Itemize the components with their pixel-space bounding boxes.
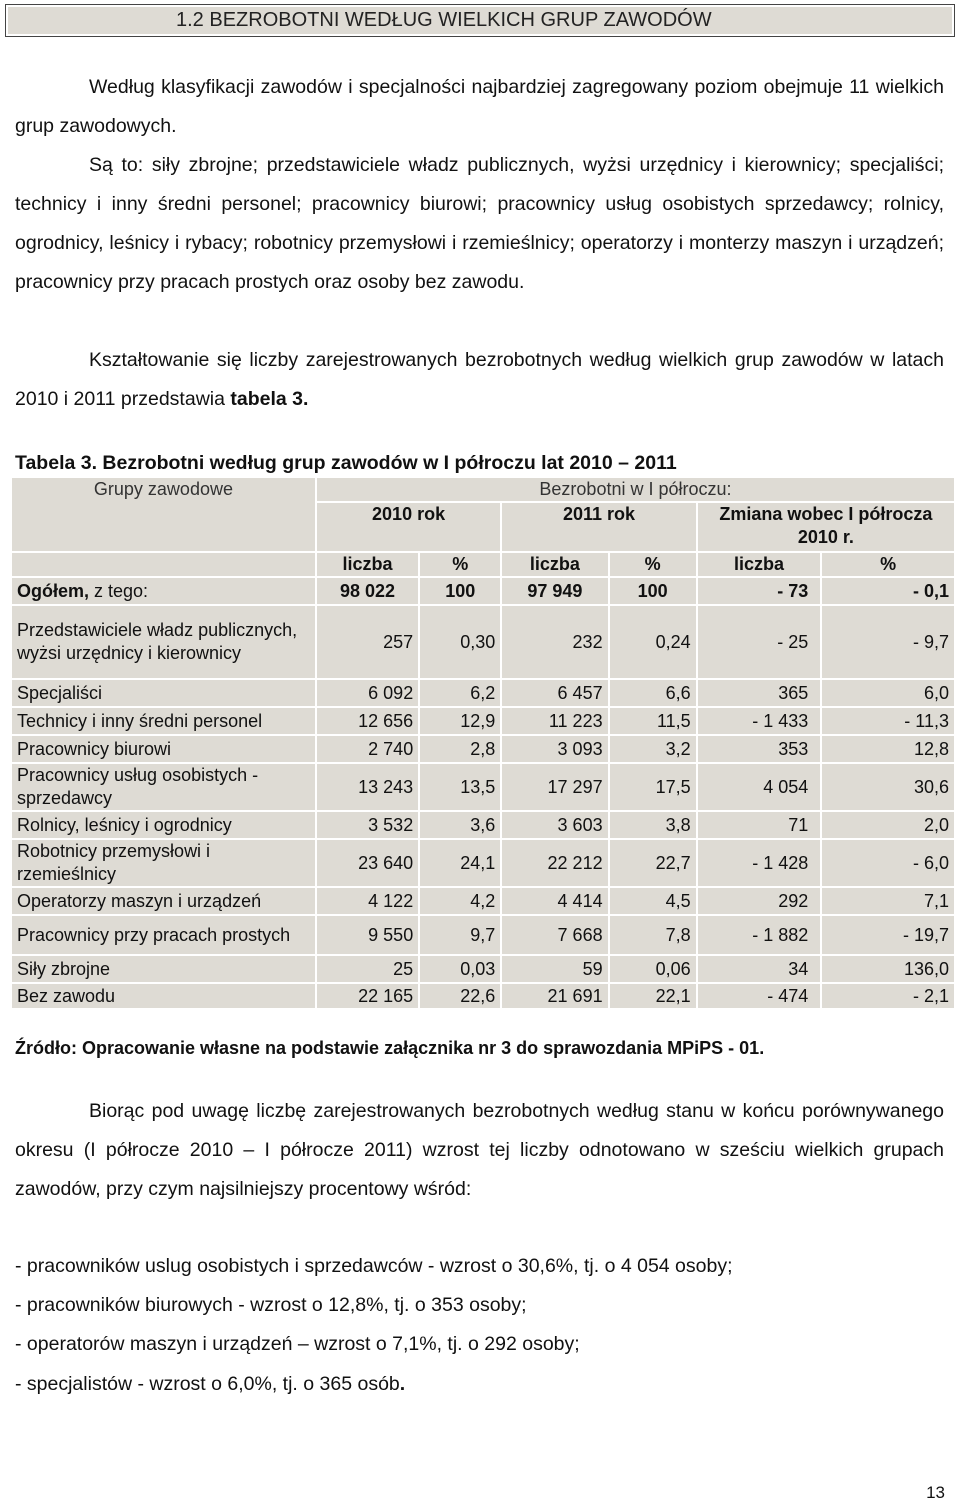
header-subcolumns	[12, 553, 954, 576]
bullet-item: - operatorów maszyn i urządzeń – wzrost o 7,1%, tj. o 292 osoby;	[15, 1333, 580, 1355]
cell-count-change: 34	[698, 956, 821, 982]
cell-count-change: - 73	[698, 578, 821, 604]
cell-count-2010: 3 532	[317, 812, 418, 838]
cell-count-change: - 1 433	[698, 708, 821, 734]
cell-pct-2011: 11,5	[610, 708, 696, 734]
header-sub-count-change: liczba	[698, 553, 821, 576]
unemployment-table	[10, 476, 956, 1010]
row-label: Technicy i inny średni personel	[12, 708, 315, 734]
cell-pct-2011: 6,6	[610, 680, 696, 706]
row-label: Pracownicy biurowi	[12, 736, 315, 762]
cell-count-2011: 4 414	[502, 888, 607, 914]
cell-pct-change: 12,8	[822, 736, 954, 762]
cell-pct-change: - 0,1	[822, 578, 954, 604]
cell-pct-change: 136,0	[822, 956, 954, 982]
cell-pct-change: - 6,0	[822, 840, 954, 886]
row-label: Siły zbrojne	[12, 956, 315, 982]
header-sub-pct-2011: %	[610, 553, 696, 576]
section-heading-text: 1.2 BEZROBOTNI WEDŁUG WIELKICH GRUP ZAWODÓW	[8, 7, 952, 34]
row-label: Pracownicy usług osobistych - sprzedawcy	[12, 764, 315, 810]
cell-pct-2010: 4,2	[420, 888, 500, 914]
bullet-item	[15, 1372, 405, 1396]
header-unemployed-label: Bezrobotni w I półroczu:	[317, 478, 954, 501]
paragraph-conclusion: Biorąc pod uwagę liczbę zarejestrowanych bezrobotnych według stanu w końcu porównywanego okresu (I półrocze 2010 – I półrocze 2011) wzrost tej liczby odnotowano w sześciu wielkich grupach zawodów, przy czym najsilniejszy procentowy wśród:	[15, 1100, 944, 1200]
cell-count-2011: 21 691	[502, 984, 607, 1008]
cell-count-change: 365	[698, 680, 821, 706]
row-label: Rolnicy, leśnicy i ogrodnicy	[12, 812, 315, 838]
bullet-item: - pracowników biurowych - wzrost o 12,8%, tj. o 353 osoby;	[15, 1294, 527, 1316]
table-row-total	[12, 578, 954, 604]
cell-pct-2010: 9,7	[420, 916, 500, 954]
section-heading	[5, 4, 955, 37]
paragraph-table-reference	[15, 341, 944, 419]
header-sub-count-2010: liczba	[317, 553, 418, 576]
cell-pct-2010: 12,9	[420, 708, 500, 734]
cell-count-change: 292	[698, 888, 821, 914]
cell-count-2011: 3 093	[502, 736, 607, 762]
cell-pct-2011: 3,2	[610, 736, 696, 762]
cell-pct-2011: 3,8	[610, 812, 696, 838]
table-row	[12, 888, 954, 914]
header-year-2010: 2010 rok	[317, 503, 500, 551]
cell-count-2010: 25	[317, 956, 418, 982]
cell-count-2010: 13 243	[317, 764, 418, 810]
cell-count-2010: 9 550	[317, 916, 418, 954]
table-row	[12, 984, 954, 1008]
cell-count-2011: 6 457	[502, 680, 607, 706]
cell-count-2010: 6 092	[317, 680, 418, 706]
table-row	[12, 956, 954, 982]
cell-count-2010: 257	[317, 606, 418, 678]
table-row	[12, 606, 954, 678]
cell-pct-2010: 22,6	[420, 984, 500, 1008]
cell-pct-2011: 17,5	[610, 764, 696, 810]
table-row	[12, 916, 954, 954]
cell-count-2010: 22 165	[317, 984, 418, 1008]
cell-count-2010: 23 640	[317, 840, 418, 886]
cell-pct-2011: 100	[610, 578, 696, 604]
cell-count-change: - 474	[698, 984, 821, 1008]
cell-count-change: 4 054	[698, 764, 821, 810]
cell-pct-2011: 4,5	[610, 888, 696, 914]
cell-pct-change: - 9,7	[822, 606, 954, 678]
table-row	[12, 764, 954, 810]
cell-pct-change: 6,0	[822, 680, 954, 706]
table-row	[12, 708, 954, 734]
cell-pct-2011: 22,7	[610, 840, 696, 886]
table-caption: Tabela 3. Bezrobotni według grup zawodów w I półroczu lat 2010 – 2011	[15, 452, 677, 474]
cell-pct-2010: 6,2	[420, 680, 500, 706]
cell-count-change: - 1 882	[698, 916, 821, 954]
cell-count-2011: 22 212	[502, 840, 607, 886]
cell-pct-2010: 0,30	[420, 606, 500, 678]
table-row	[12, 680, 954, 706]
cell-count-2011: 17 297	[502, 764, 607, 810]
cell-pct-2010: 0,03	[420, 956, 500, 982]
cell-pct-change: 7,1	[822, 888, 954, 914]
row-label: Robotnicy przemysłowi i rzemieślnicy	[12, 840, 315, 886]
cell-count-2010: 98 022	[317, 578, 418, 604]
cell-pct-2011: 22,1	[610, 984, 696, 1008]
row-label: Przedstawiciele władz publicznych, wyżsi urzędnicy i kierownicy	[12, 606, 315, 678]
cell-pct-2011: 0,24	[610, 606, 696, 678]
table-reference-link: tabela 3.	[230, 388, 309, 410]
paragraph-table-reference-text: Kształtowanie się liczby zarejestrowanych bezrobotnych według wielkich grup zawodów w latach 2010 i 2011 przedstawia	[15, 349, 944, 410]
cell-pct-change: - 11,3	[822, 708, 954, 734]
header-sub-count-2011: liczba	[502, 553, 607, 576]
cell-pct-2010: 24,1	[420, 840, 500, 886]
cell-count-2011: 3 603	[502, 812, 607, 838]
cell-pct-change: 2,0	[822, 812, 954, 838]
row-label: Operatorzy maszyn i urządzeń	[12, 888, 315, 914]
cell-pct-2010: 3,6	[420, 812, 500, 838]
cell-count-2011: 59	[502, 956, 607, 982]
cell-count-2010: 2 740	[317, 736, 418, 762]
row-label: Specjaliści	[12, 680, 315, 706]
header-empty-cell	[12, 553, 315, 576]
cell-count-2011: 232	[502, 606, 607, 678]
paragraph-groups-list: Są to: siły zbrojne; przedstawiciele władz publicznych, wyżsi urzędnicy i kierownicy; specjaliści; technicy i inny średni personel; pracownicy biurowi; pracownicy usług osobistych sprzedawcy; rolnicy, ogrodnicy, leśnicy i rybacy; robotnicy przemysłowi i rzemieślnicy; operatorzy i monterzy maszyn i urządzeń; pracownicy przy pracach prostych oraz osoby bez zawodu.	[15, 154, 944, 293]
cell-count-2011: 7 668	[502, 916, 607, 954]
page-number: 13	[926, 1483, 945, 1502]
cell-count-change: 353	[698, 736, 821, 762]
cell-pct-2011: 0,06	[610, 956, 696, 982]
cell-count-change: - 25	[698, 606, 821, 678]
row-label: Ogółem, z tego:	[12, 578, 315, 604]
bullet-item-end: .	[399, 1373, 406, 1395]
cell-pct-2010: 13,5	[420, 764, 500, 810]
table-row	[12, 736, 954, 762]
cell-count-change: 71	[698, 812, 821, 838]
cell-pct-2010: 100	[420, 578, 500, 604]
header-change: Zmiana wobec I półrocza 2010 r.	[698, 503, 954, 551]
row-label: Bez zawodu	[12, 984, 315, 1008]
header-year-2011: 2011 rok	[502, 503, 695, 551]
table-body	[12, 606, 954, 1008]
cell-pct-change: - 2,1	[822, 984, 954, 1008]
header-sub-pct-change: %	[822, 553, 954, 576]
bullet-item: - pracowników uslug osobistych i sprzedawców - wzrost o 30,6%, tj. o 4 054 osoby;	[15, 1255, 733, 1277]
cell-count-2011: 11 223	[502, 708, 607, 734]
table-row	[12, 812, 954, 838]
cell-count-2011: 97 949	[502, 578, 607, 604]
row-label: Pracownicy przy pracach prostych	[12, 916, 315, 954]
cell-pct-2011: 7,8	[610, 916, 696, 954]
cell-pct-change: - 19,7	[822, 916, 954, 954]
header-sub-pct-2010: %	[420, 553, 500, 576]
cell-count-change: - 1 428	[698, 840, 821, 886]
table-row	[12, 840, 954, 886]
header-group-label: Grupy zawodowe	[12, 478, 315, 551]
paragraph-intro: Według klasyfikacji zawodów i specjalności najbardziej zagregowany poziom obejmuje 11 wielkich grup zawodowych.	[15, 76, 944, 137]
table-source: Źródło: Opracowanie własne na podstawie załącznika nr 3 do sprawozdania MPiPS - 01.	[15, 1038, 765, 1058]
cell-pct-2010: 2,8	[420, 736, 500, 762]
cell-pct-change: 30,6	[822, 764, 954, 810]
cell-count-2010: 12 656	[317, 708, 418, 734]
cell-count-2010: 4 122	[317, 888, 418, 914]
bullet-item-text: - specjalistów - wzrost o 6,0%, tj. o 365 osób	[15, 1373, 400, 1395]
